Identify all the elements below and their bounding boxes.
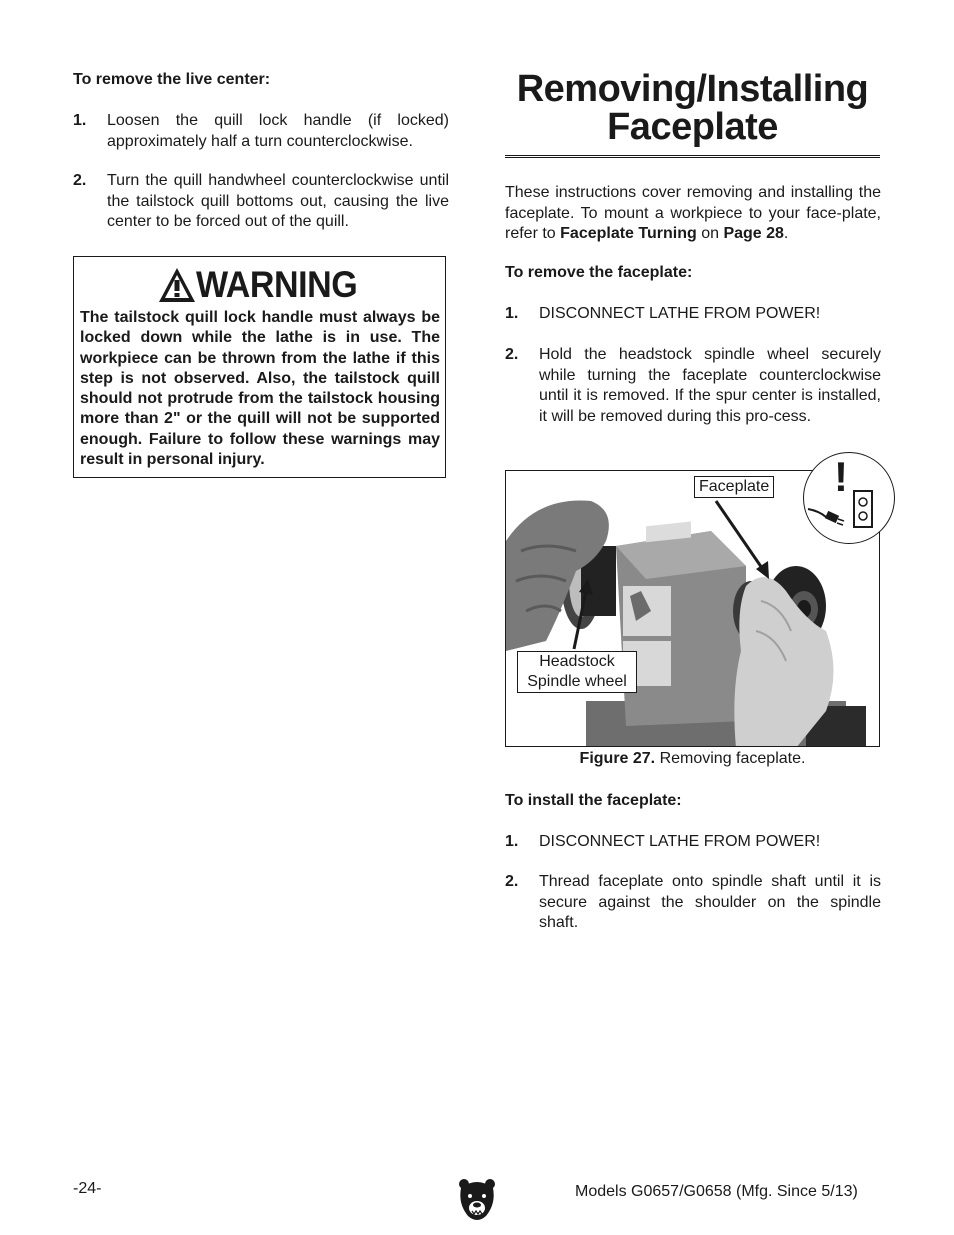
warning-title <box>158 263 371 307</box>
warning-triangle-icon <box>158 267 196 303</box>
step-number: 2. <box>73 172 87 189</box>
warning-box <box>73 256 446 478</box>
step-number: 2. <box>505 346 519 363</box>
figure-caption-text: Removing faceplate. <box>655 750 806 767</box>
step-text: DISCONNECT LATHE FROM POWER! <box>539 833 821 850</box>
disconnect-power-warning-symbol <box>803 452 895 544</box>
step-number: 1. <box>505 833 519 850</box>
step-number: 1. <box>73 112 87 129</box>
step-text: DISCONNECT LATHE FROM POWER! <box>539 305 821 322</box>
step-text: Hold the headstock spindle wheel securely while turning the faceplate counterclockwise until it is removed. If the spur center is installed, it will be removed during this pro-cess. <box>539 346 881 425</box>
list-item <box>73 171 449 233</box>
intro-text: These instructions cover removing and installing the faceplate. To mount a workpiece to your face-plate, refer to <box>505 184 881 242</box>
list-item <box>505 345 881 449</box>
step-text: Thread faceplate onto spindle shaft until it is secure against the shoulder on the spindle shaft. <box>539 873 881 931</box>
step-number: 1. <box>505 305 519 322</box>
warning-word: WARNING <box>196 264 358 305</box>
cross-reference-section: Faceplate Turning <box>560 225 697 242</box>
list-item <box>73 111 449 153</box>
list-item <box>505 872 881 934</box>
figure-label: Figure 27. <box>579 750 656 767</box>
section-heading-remove-faceplate: To remove the faceplate: <box>505 264 693 281</box>
bear-logo-icon <box>458 1178 496 1227</box>
section-heading-install-faceplate: To install the faceplate: <box>505 792 682 809</box>
callout-line: Spindle wheel <box>527 673 627 690</box>
list-item <box>505 832 881 854</box>
callout-faceplate: Faceplate <box>694 476 774 498</box>
callout-line: Headstock <box>539 653 615 670</box>
figure-caption <box>505 750 880 768</box>
page-title <box>505 70 880 146</box>
list-item <box>505 304 881 326</box>
step-text: Loosen the quill lock handle (if locked) approximately half a turn counterclockwise. <box>107 112 449 150</box>
intro-text: on <box>696 225 724 242</box>
cross-reference-page: Page 28 <box>723 225 784 242</box>
callout-headstock-spindle-wheel <box>517 651 637 693</box>
step-number: 2. <box>505 873 519 890</box>
intro-paragraph <box>505 183 881 245</box>
footer-model-info: Models G0657/G0658 (Mfg. Since 5/13) <box>575 1183 858 1200</box>
warning-text: The tailstock quill lock handle must always be locked down while the lathe is in use. The workpiece can be thrown from the lathe if this step is not observed. Also, the tailstock quill should not protrude from the tailstock housing more than 2" or the quill will not be supported enough. Failure to follow these warnings may result in personal injury. <box>80 309 440 469</box>
page-number: -24- <box>73 1180 102 1197</box>
page-title-line: Removing/Installing <box>516 68 869 110</box>
title-divider <box>505 155 880 158</box>
plug-outlet-icon <box>804 453 894 543</box>
section-heading-remove-live-center: To remove the live center: <box>73 71 271 88</box>
intro-text: . <box>783 225 789 242</box>
page-title-line: Faceplate <box>607 106 778 148</box>
step-text: Turn the quill handwheel counterclockwise until the tailstock quill bottoms out, causing the live center to be forced out of the quill. <box>107 172 449 230</box>
exclamation-mark: ! <box>834 453 848 500</box>
